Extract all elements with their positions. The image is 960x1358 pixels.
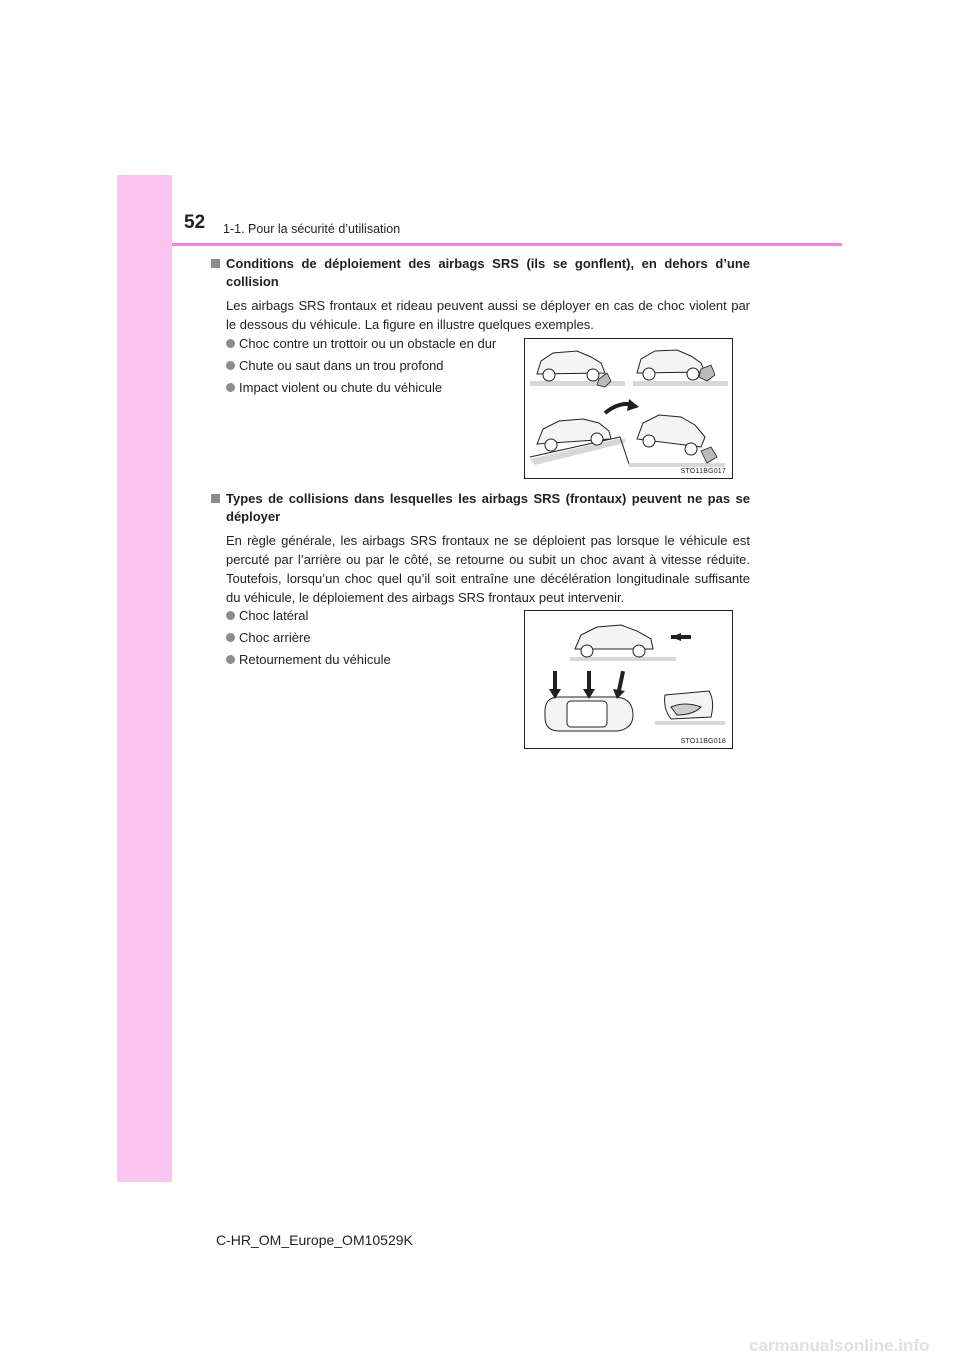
watermark-text: carmanualsonline.info (749, 1336, 930, 1355)
section-paragraph: En règle générale, les airbags SRS frontaux ne se déploient pas lorsque le véhicule est percuté par l’arrière ou par le côté, se retourne ou subit un choc avant à vitesse réduite. Toutefois, lorsqu’un choc quel qu’il soit entraîne une décélération longitudinale suffisante du véhicule, le déploiement des airbags SRS frontaux peut intervenir. (226, 533, 750, 605)
list-item (226, 376, 516, 398)
list-item (226, 626, 516, 648)
heading-text: Types de collisions dans lesquelles les airbags SRS (frontaux) peuvent ne pas se déployer (226, 491, 750, 524)
list-item (226, 648, 516, 670)
section-title: 1-1. Pour la sécurité d’utilisation (223, 222, 401, 236)
bullet-list-2 (226, 604, 516, 670)
figure-underbody-impact (524, 338, 733, 479)
figure-code: STO11BG017 (680, 468, 726, 475)
figure-collision-types (524, 610, 733, 749)
bullet-dot-icon (226, 633, 235, 642)
section-heading (210, 255, 750, 291)
header-rule (172, 243, 842, 246)
document-footer: C-HR_OM_Europe_OM10529K (216, 1232, 413, 1248)
page-number: 52 (184, 212, 206, 233)
bullet-dot-icon (226, 361, 235, 370)
bullet-dot-icon (226, 339, 235, 348)
section-heading (210, 490, 750, 526)
section-paragraph: Les airbags SRS frontaux et rideau peuvent aussi se déployer en cas de choc violent par le dessous du véhicule. La figure en illustre quelques exemples. (226, 298, 750, 332)
list-item (226, 604, 516, 626)
bullet-dot-icon (226, 383, 235, 392)
list-item-text: Impact violent ou chute du véhicule (239, 379, 443, 395)
list-item-text: Choc arrière (239, 629, 311, 645)
section-non-deployment-types (210, 490, 750, 607)
square-bullet-icon (211, 259, 220, 268)
square-bullet-icon (211, 494, 220, 503)
list-item-text: Chute ou saut dans un trou profond (239, 357, 444, 373)
page-sidebar-tab (117, 175, 172, 1182)
list-item-text: Retournement du véhicule (239, 651, 391, 667)
heading-text: Conditions de déploiement des airbags SRS (ils se gonflent), en dehors d’une collision (226, 256, 750, 289)
list-item (226, 332, 516, 354)
bullet-dot-icon (226, 655, 235, 664)
section-deployment-conditions (210, 255, 750, 334)
list-item (226, 354, 516, 376)
list-item-text: Choc latéral (239, 607, 309, 623)
car-impact-illustration (525, 339, 732, 478)
bullet-list-1 (226, 332, 516, 398)
collision-types-illustration (525, 611, 732, 748)
watermark-logo (749, 1334, 955, 1356)
figure-code: STO11BG018 (680, 738, 726, 745)
list-item-text: Choc contre un trottoir ou un obstacle en dur (239, 335, 497, 351)
bullet-dot-icon (226, 611, 235, 620)
